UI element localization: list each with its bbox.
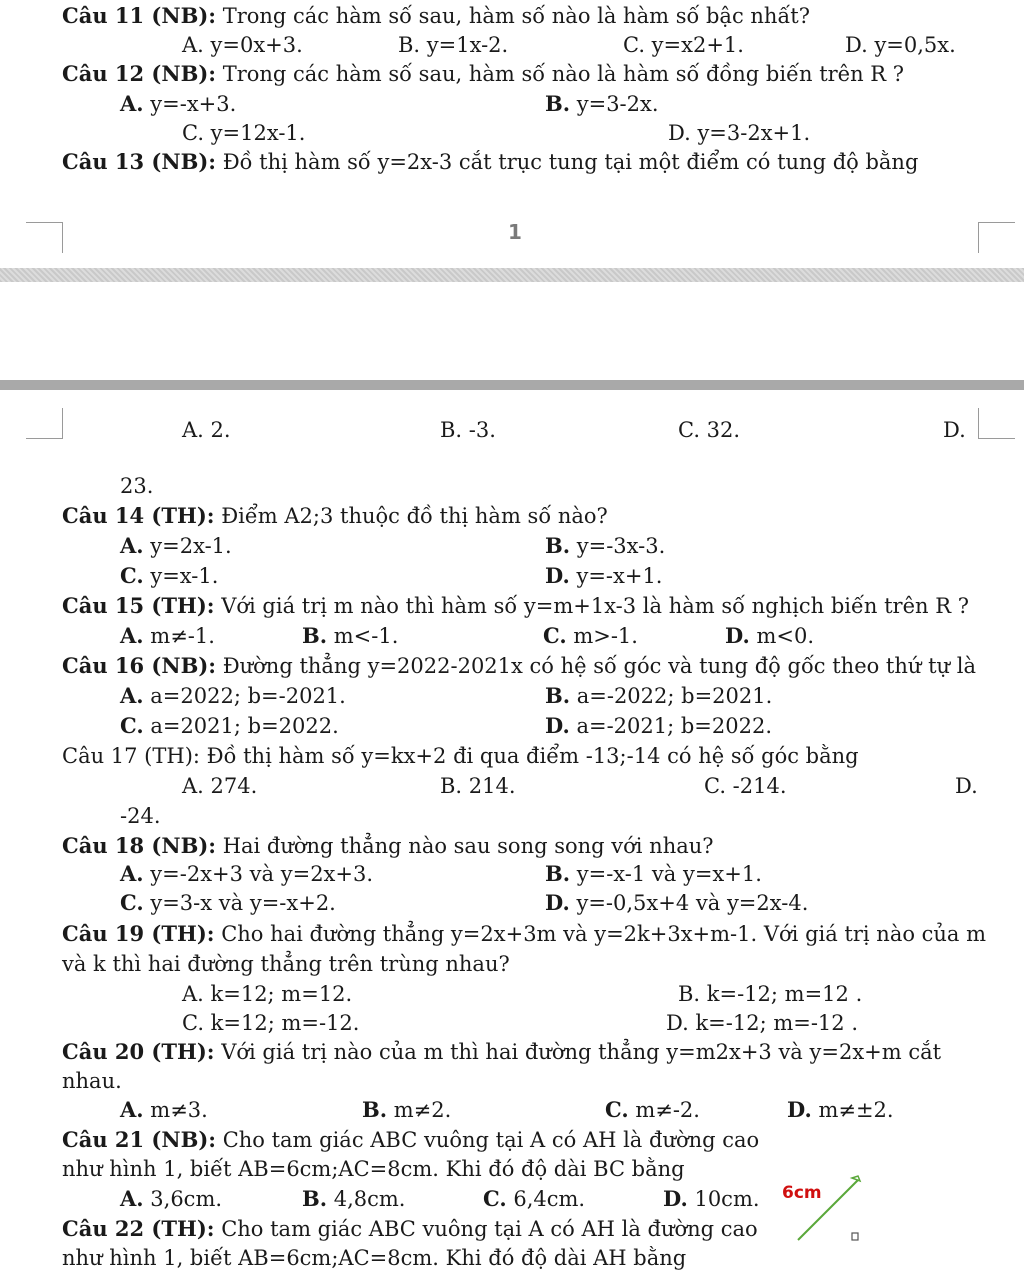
q11-option-a: A. y=0x+3. [182, 33, 303, 57]
question-18 [62, 832, 714, 860]
option-label: C. [543, 623, 567, 648]
option-text: 6,4cm. [506, 1187, 586, 1211]
q18-option-d [545, 889, 808, 917]
q13-option-a: A. 2. [182, 418, 231, 442]
q19-option-a: A. k=12; m=12. [182, 982, 353, 1006]
option-label: D. [545, 713, 570, 738]
q11-option-d: D. y=0,5x. [845, 33, 956, 57]
option-text: m≠±2. [811, 1098, 894, 1122]
question-16-label: Câu 16 (NB): [62, 653, 217, 678]
question-13-label: Câu 13 (NB): [62, 149, 217, 174]
option-label: B. [302, 623, 328, 648]
option-label: B. [545, 91, 571, 116]
q12-option-c: C. y=12x-1. [182, 121, 306, 145]
question-12 [62, 60, 904, 88]
option-label: B. [362, 1097, 388, 1122]
option-text: y=-x+1. [569, 564, 663, 588]
option-label: B. [545, 533, 571, 558]
option-label: B. [545, 683, 571, 708]
question-12-text: Trong các hàm số sau, hàm số nào là hàm số đồng biến trên R ? [216, 62, 905, 86]
question-20-label: Câu 20 (TH): [62, 1039, 215, 1064]
option-label: C. [120, 890, 144, 915]
q18-option-a [120, 860, 373, 888]
page-break-bottom-band [0, 380, 1024, 390]
question-21-text-cont: như hình 1, biết AB=6cm;AC=8cm. Khi đó độ dài BC bằng [62, 1157, 685, 1181]
q15-option-a [120, 622, 215, 650]
q16-option-d [545, 712, 772, 740]
option-label: C. [120, 563, 144, 588]
page-number: 1 [508, 220, 522, 244]
question-17: Câu 17 (TH): Đồ thị hàm số y=kx+2 đi qua điểm -13;-14 có hệ số góc bằng [62, 744, 859, 768]
question-12-label: Câu 12 (NB): [62, 61, 217, 86]
question-21-text: Cho tam giác ABC vuông tại A có AH là đường cao [216, 1128, 760, 1152]
option-text: m≠2. [387, 1098, 452, 1122]
option-text: 10cm. [687, 1187, 760, 1211]
question-21 [62, 1126, 759, 1154]
q14-option-c [120, 562, 218, 590]
option-text: a=2021; b=2022. [143, 714, 339, 738]
q21-option-b [302, 1185, 405, 1213]
q21-option-c [483, 1185, 585, 1213]
q13-option-c: C. 32. [678, 418, 741, 442]
question-20 [62, 1038, 941, 1066]
question-15 [62, 592, 969, 620]
q19-option-b: B. k=-12; m=12 . [678, 982, 863, 1006]
option-label: A. [120, 861, 144, 886]
q18-option-c [120, 889, 336, 917]
question-14 [62, 502, 608, 530]
page-corner-mark [26, 222, 63, 253]
q17-option-a: A. 274. [182, 774, 258, 798]
q14-option-b [545, 532, 665, 560]
q13-option-b: B. -3. [440, 418, 496, 442]
q16-option-b [545, 682, 772, 710]
question-11-text: Trong các hàm số sau, hàm số nào là hàm số bậc nhất? [216, 4, 811, 28]
q17-option-d: D. [955, 774, 978, 798]
q19-option-d: D. k=-12; m=-12 . [666, 1011, 859, 1035]
figure-label-ab: 6cm [782, 1183, 822, 1203]
q18-option-b [545, 860, 762, 888]
option-text: m<-1. [327, 624, 399, 648]
figure-1 [790, 1170, 880, 1250]
page-break-top-band [0, 268, 1024, 282]
page-corner-mark [978, 222, 1015, 253]
q12-option-d: D. y=3-2x+1. [668, 121, 811, 145]
option-text: m>-1. [566, 624, 638, 648]
option-text: m<0. [749, 624, 815, 648]
question-14-label: Câu 14 (TH): [62, 503, 215, 528]
option-text: y=x-1. [143, 564, 219, 588]
q14-option-a [120, 532, 232, 560]
question-11 [62, 2, 810, 30]
q19-option-c: C. k=12; m=-12. [182, 1011, 360, 1035]
page-break [0, 268, 1024, 390]
option-label: D. [545, 563, 570, 588]
question-18-text: Hai đường thẳng nào sau song song với nhau? [216, 834, 714, 858]
q15-option-c [543, 622, 638, 650]
page-corner-mark [26, 408, 63, 439]
q11-option-b: B. y=1x-2. [398, 33, 509, 57]
question-19-text: Cho hai đường thẳng y=2x+3m và y=2k+3x+m-1. Với giá trị nào của m [214, 922, 987, 946]
option-text: 4,8cm. [327, 1187, 406, 1211]
question-22 [62, 1215, 758, 1243]
question-22-text: Cho tam giác ABC vuông tại A có AH là đường cao [214, 1217, 758, 1241]
question-16 [62, 652, 976, 680]
option-label: C. [483, 1186, 507, 1211]
option-text: m≠-1. [143, 624, 215, 648]
option-text: y=2x-1. [143, 534, 232, 558]
option-text: 3,6cm. [143, 1187, 223, 1211]
question-22-text-cont: như hình 1, biết AB=6cm;AC=8cm. Khi đó độ dài AH bằng [62, 1246, 687, 1270]
q13-option-d: D. [943, 418, 966, 442]
option-text: y=-2x+3 và y=2x+3. [143, 862, 374, 886]
question-16-text: Đường thẳng y=2022-2021x có hệ số góc và tung độ gốc theo thứ tự là [216, 654, 976, 678]
question-11-label: Câu 11 (NB): [62, 3, 217, 28]
question-14-text: Điểm A2;3 thuộc đồ thị hàm số nào? [214, 504, 608, 528]
q12-option-a [120, 90, 236, 118]
q11-option-c: C. y=x2+1. [623, 33, 744, 57]
question-13-text: Đồ thị hàm số y=2x-3 cắt trục tung tại một điểm có tung độ bằng [216, 150, 919, 174]
option-text: y=-x+3. [143, 92, 237, 116]
option-label: D. [545, 890, 570, 915]
option-label: B. [545, 861, 571, 886]
option-label: A. [120, 1186, 144, 1211]
option-text: a=2022; b=-2021. [143, 684, 346, 708]
q12-option-b [545, 90, 659, 118]
question-19-label: Câu 19 (TH): [62, 921, 215, 946]
q16-option-a [120, 682, 346, 710]
question-22-label: Câu 22 (TH): [62, 1216, 215, 1241]
q17-option-b: B. 214. [440, 774, 516, 798]
question-20-text-cont: nhau. [62, 1069, 122, 1093]
option-label: B. [302, 1186, 328, 1211]
option-label: C. [120, 713, 144, 738]
q17-option-c: C. -214. [704, 774, 787, 798]
q13-option-d-value: 23. [120, 474, 154, 498]
question-18-label: Câu 18 (NB): [62, 833, 217, 858]
option-text: m≠-2. [628, 1098, 700, 1122]
option-label: D. [725, 623, 750, 648]
page-corner-mark [978, 408, 1015, 439]
q17-option-d-value: -24. [120, 804, 161, 828]
question-19-text-cont: và k thì hai đường thẳng trên trùng nhau? [62, 952, 510, 976]
question-19 [62, 920, 986, 948]
figure-right-angle-mark [852, 1233, 858, 1240]
option-text: y=3-x và y=-x+2. [143, 891, 336, 915]
question-21-label: Câu 21 (NB): [62, 1127, 217, 1152]
q15-option-b [302, 622, 398, 650]
option-label: D. [663, 1186, 688, 1211]
option-label: D. [787, 1097, 812, 1122]
option-text: m≠3. [143, 1098, 208, 1122]
q16-option-c [120, 712, 339, 740]
question-15-label: Câu 15 (TH): [62, 593, 215, 618]
option-label: A. [120, 91, 144, 116]
q15-option-d [725, 622, 814, 650]
question-20-text: Với giá trị nào của m thì hai đường thẳng y=m2x+3 và y=2x+m cắt [214, 1040, 942, 1064]
option-text: y=-0,5x+4 và y=2x-4. [569, 891, 809, 915]
option-text: a=-2021; b=2022. [569, 714, 773, 738]
q20-option-a [120, 1096, 208, 1124]
q14-option-d [545, 562, 663, 590]
option-label: A. [120, 533, 144, 558]
q20-option-b [362, 1096, 451, 1124]
option-text: y=-x-1 và y=x+1. [570, 862, 762, 886]
q21-option-a [120, 1185, 222, 1213]
option-label: A. [120, 1097, 144, 1122]
question-15-text: Với giá trị m nào thì hàm số y=m+1x-3 là hàm số nghịch biến trên R ? [214, 594, 969, 618]
option-label: C. [605, 1097, 629, 1122]
option-label: A. [120, 623, 144, 648]
q21-option-d [663, 1185, 760, 1213]
q20-option-c [605, 1096, 700, 1124]
question-13 [62, 148, 918, 176]
option-text: y=-3x-3. [570, 534, 666, 558]
figure-vertex-mark [852, 1176, 860, 1181]
q20-option-d [787, 1096, 894, 1124]
option-label: A. [120, 683, 144, 708]
option-text: y=3-2x. [570, 92, 659, 116]
option-text: a=-2022; b=2021. [570, 684, 773, 708]
